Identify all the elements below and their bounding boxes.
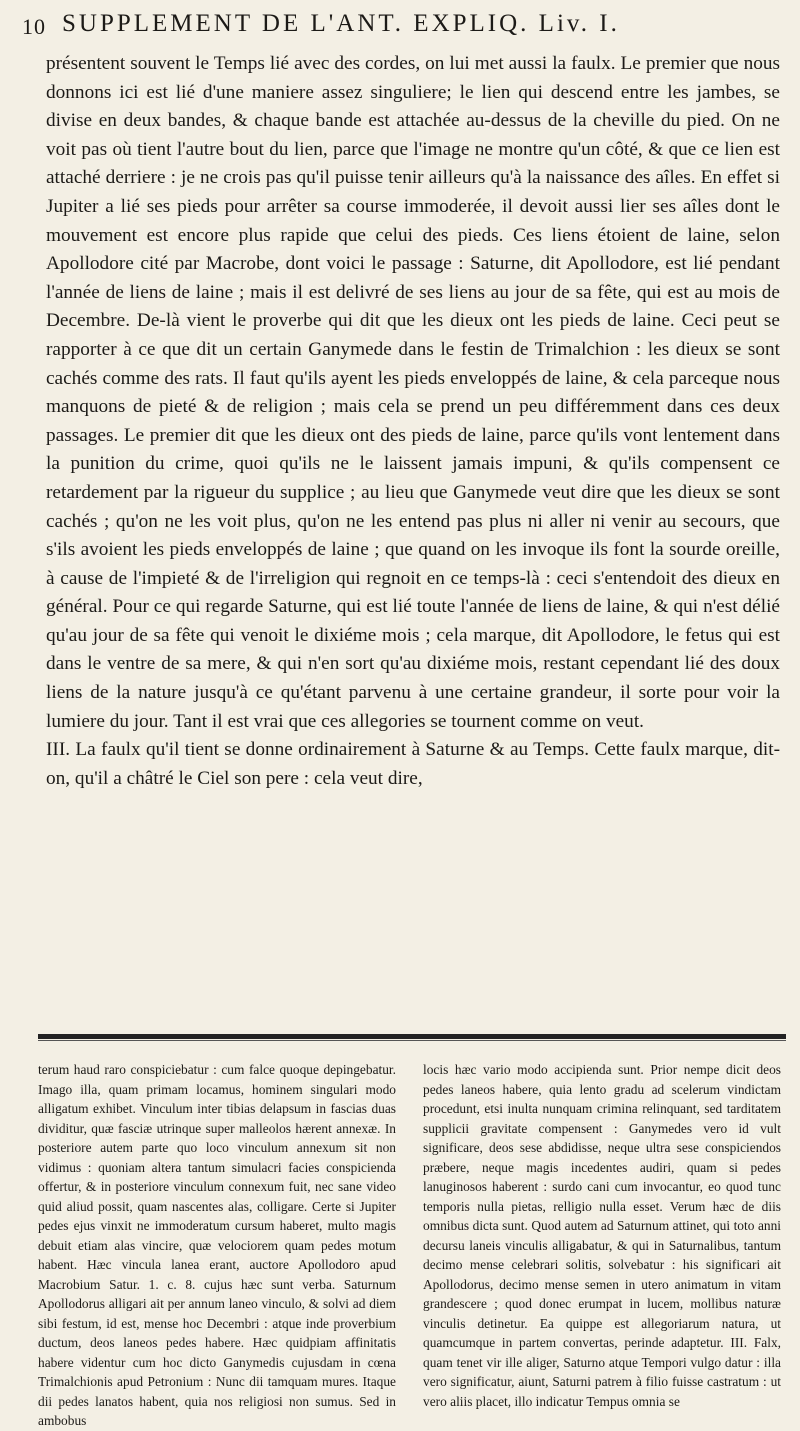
footnote-left-text: terum haud raro conspiciebatur : cum falce quoque depingebatur. Imago illa, quam primam locamus, hominem singulari modo alligatum exhibet. Vinculum inter tibias delapsum in fascias duas dividitur, quæ fasciæ utrinque super malleolos hærent annexæ. In posteriore autem parte quo loco vinculum annexum sit non vidimus : quoniam altera tantum simulacri facies conspicienda offertur, & in posteriore vinculum connexum fuit, nec sane video quid aliud possit, quam nascentes alas, colligare. Certe si Jupiter pedes ejus vinxit ne immoderatum cursum haberet, multo magis debuit etiam alas vincire, quæ velociorem quam pedes motum habent. Hæc vincula lanea erant, auctore Apollodoro apud Macrobium Satur. 1. c. 8. cujus hæc sunt verba. Saturnum Apollodorus alligari ait per annum laneo vinculo, & solvi ad diem sibi festum, id est, mense hoc Decembri : atque inde proverbium ductum, deos laneos pedes habere. Hæc quidpiam affinitatis habere videntur cum hoc dicto Ganymedis cujusdam in cœna Trimalchionis apud Petronium : Nunc dii tamquam mures. Itaque dii pedes lanatos habent, quia nos religiosi non sumus. Sed in ambobus	[38, 1062, 396, 1428]
main-paragraph-1: présentent souvent le Temps lié avec des cordes, on lui met aussi la faulx. Le premier que nous donnons ici est lié d'une maniere assez singuliere; le lien qui descend entre les jambes, se divise en deux bandes, & chaque bande est attachée au-dessus de la cheville du pied. On ne voit pas où tient l'autre bout du lien, parce que l'image ne montre qu'un côté, & que ce lien est attaché derriere : je ne crois pas qu'il puisse tenir ailleurs qu'à la naissance des aîles. En effet si Jupiter a lié ses pieds pour arrêter sa course immoderée, il devoit aussi lier ses aîles dont le mouvement est encore plus rapide que celui des pieds. Ces liens étoient de laine, selon Apollodore cité par Macrobe, dont voici le passage : Saturne, dit Apollodore, est lié pendant l'année de liens de laine ; mais il est delivré de ses liens au jour de sa fête, qui est au mois de Decembre. De-là vient le proverbe qui dit que les dieux ont les pieds de laine. Ceci peut se rapporter à ce que dit un certain Ganymede dans le festin de Trimalchion : les dieux se sont cachés comme des rats. Il faut qu'ils ayent les pieds enveloppés de laine, & cela parceque nous manquons de pieté & de religion ; mais cela se prend un peu différemment dans ces deux passages. Le premier dit que les dieux ont des pieds de laine, parce qu'ils vont lentement dans la punition du crime, quoi qu'ils ne le laissent jamais impuni, & qu'ils compensent ce retardement par la rigueur du supplice ; au lieu que Ganymede veut dire que les dieux se sont cachés ; qu'on ne les voit plus, qu'on ne les entend pas plus ni aller ni venir au secours, que s'ils avoient les pieds enveloppés de laine ; que quand on les invoque ils font la sourde oreille, à cause de l'impieté & de l'irreligion qui regnoit en ce temps-là : ceci s'entendoit des dieux en général. Pour ce qui regarde Saturne, qui est lié toute l'année de liens de laine, & qui n'est délié qu'au jour de sa fête qui venoit le dixiéme mois ; cela marque, dit Apollodore, le fetus qui est dans le ventre de sa mere, & qui n'en sort qu'au dixiéme mois, restant cependant lié des doux liens de la nature jusqu'à ce qu'étant parvenu à une certaine grandeur, il sorte pour voir la lumiere du jour. Tant il est vrai que ces allegories se tournent comme on veut.	[46, 53, 780, 732]
footnote-rule-thin	[38, 1040, 786, 1041]
footnote-column-left	[38, 1060, 396, 1431]
footnote-right-text: locis hæc vario modo accipienda sunt. Prior nempe dicit deos pedes laneos habere, quia lento gradu ad scelerum vindictam procedunt, etsi inulta nunquam crimina relinquant, sed tarditatem supplicii gravitate compensent : Ganymedes vero id vult significare, deos sese abdidisse, neque ultra sese conspiciendos præbere, neque magis incedentes audiri, quam si pedes lanuginosos haberent : surdo cani cum invocantur, eo quod tunc temporis nulla pietas, relligio nulla esset. Verum hæc de diis omnibus dicta sunt. Quod autem ad Saturnum attinet, qui toto anni decursu laneis vinculis alligabatur, & qui in Saturnalibus, tantum decimo mense celebrari solitis, solvebatur : his significari ait Apollodorus, decimo mense semen in utero animatum in vitam grandescere ; quod donec erumpat in lucem, mollibus naturæ vinculis detinetur. Ea quippe est allegoriarum natura, ut quamcumque in partem convertas, perinde adaptetur. III. Falx, quam tenet vir ille aliger, Saturno atque Tempori vulgo datur : illa vero significatur, aiunt, Saturni patrem à filio fuisse castratum : ut vero aliis placet, illo indicatur Tempus omnia se	[423, 1062, 781, 1409]
running-title: SUPPLEMENT DE L'ANT. EXPLIQ. Liv. I.	[62, 10, 620, 37]
footnote-rule	[38, 1034, 786, 1039]
footnote-column-right	[423, 1060, 781, 1411]
main-text	[46, 50, 780, 793]
main-paragraph-2: III. La faulx qu'il tient se donne ordinairement à Saturne & au Temps. Cette faulx marque, dit-on, qu'il a châtré le Ciel son pere : cela veut dire,	[46, 739, 780, 789]
page-header	[22, 8, 788, 44]
page-number: 10	[22, 14, 46, 39]
